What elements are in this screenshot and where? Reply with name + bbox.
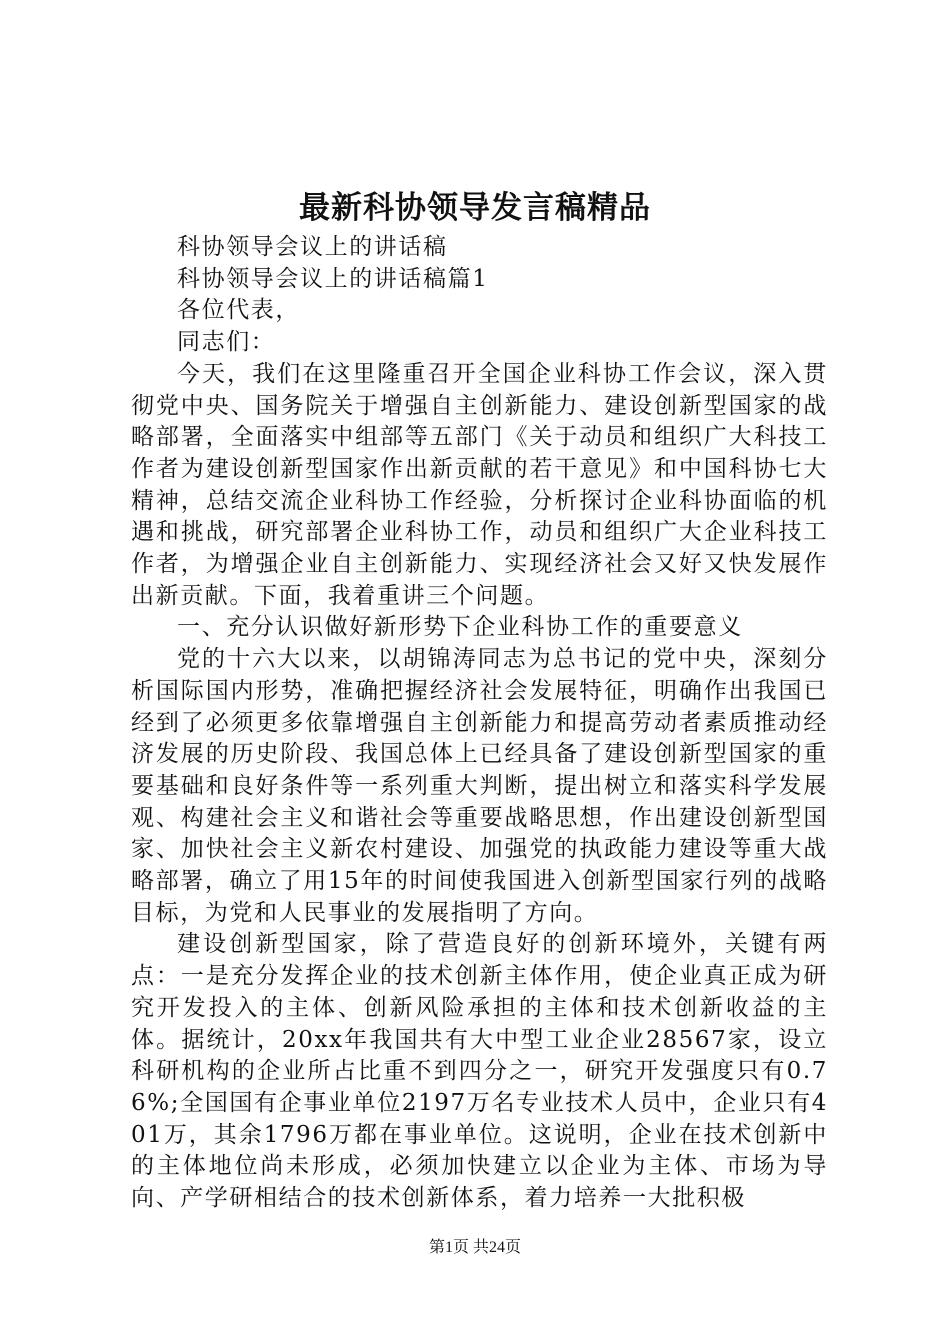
- paragraph-section-heading: 一、充分认识做好新形势下企业科协工作的重要意义: [177, 614, 743, 641]
- paragraph-subtitle: 科协领导会议上的讲话稿: [177, 234, 448, 260]
- paragraph-subtitle-part: 科协领导会议上的讲话稿篇1: [177, 265, 489, 292]
- paragraph-body: 今天，我们在这里隆重召开全国企业科协工作会议，深入贯彻党中央、国务院关于增强自主创新能力、建设创新型国家的战略部署，全面落实中组部等五部门《关于动员和组织广大科技工作者为建设创新型国家作出新贡献的若干意见》和中国科协七大精神，总结交流企业科协工作经验，分析探讨企业科协面临的机遇和挑战，研究部署企业科协工作，动员和组织广大企业科技工作者，为增强企业自主创新能力、实现经济社会又好又快发展作出新贡献。下面，我着重讲三个问题。: [131, 360, 828, 609]
- paragraph-body: 建设创新型国家，除了营造良好的创新环境外，关键有两点：一是充分发挥企业的技术创新主体作用，使企业真正成为研究开发投入的主体、创新风险承担的主体和技术创新收益的主体。据统计，20xx年我国共有大中型工业企业28567家，设立科研机构的企业所占比重不到四分之一，研究开发强度只有0.76%;全国国有企事业单位2197万名专业技术人员中，企业只有401万，其余1796万都在事业单位。这说明，企业在技术创新中的主体地位尚未形成，必须加快建立以企业为主体、市场为导向、产学研相结合的技术创新体系，着力培养一大批积极: [131, 931, 828, 1212]
- paragraph-salutation: 各位代表，: [177, 297, 300, 324]
- document-title: 最新科协领导发言稿精品: [299, 190, 651, 226]
- paragraph-salutation: 同志们：: [177, 329, 276, 356]
- document-body: [131, 232, 828, 1215]
- page-number-footer: 第1页 共24页: [428, 1239, 521, 1256]
- paragraph-body: 党的十六大以来，以胡锦涛同志为总书记的党中央，深刻分析国际国内形势，准确把握经济社会发展特征，明确作出我国已经到了必须更多依靠增强自主创新能力和提高劳动者素质推动经济发展的历史阶段、我国总体上已经具备了建设创新型国家的重要基础和良好条件等一系列重大判断，提出树立和落实科学发展观、构建社会主义和谐社会等重要战略思想，作出建设创新型国家、加快社会主义新农村建设、加强党的执政能力建设等重大战略部署，确立了用15年的时间使我国进入创新型国家行列的战略目标，为党和人民事业的发展指明了方向。: [131, 646, 828, 926]
